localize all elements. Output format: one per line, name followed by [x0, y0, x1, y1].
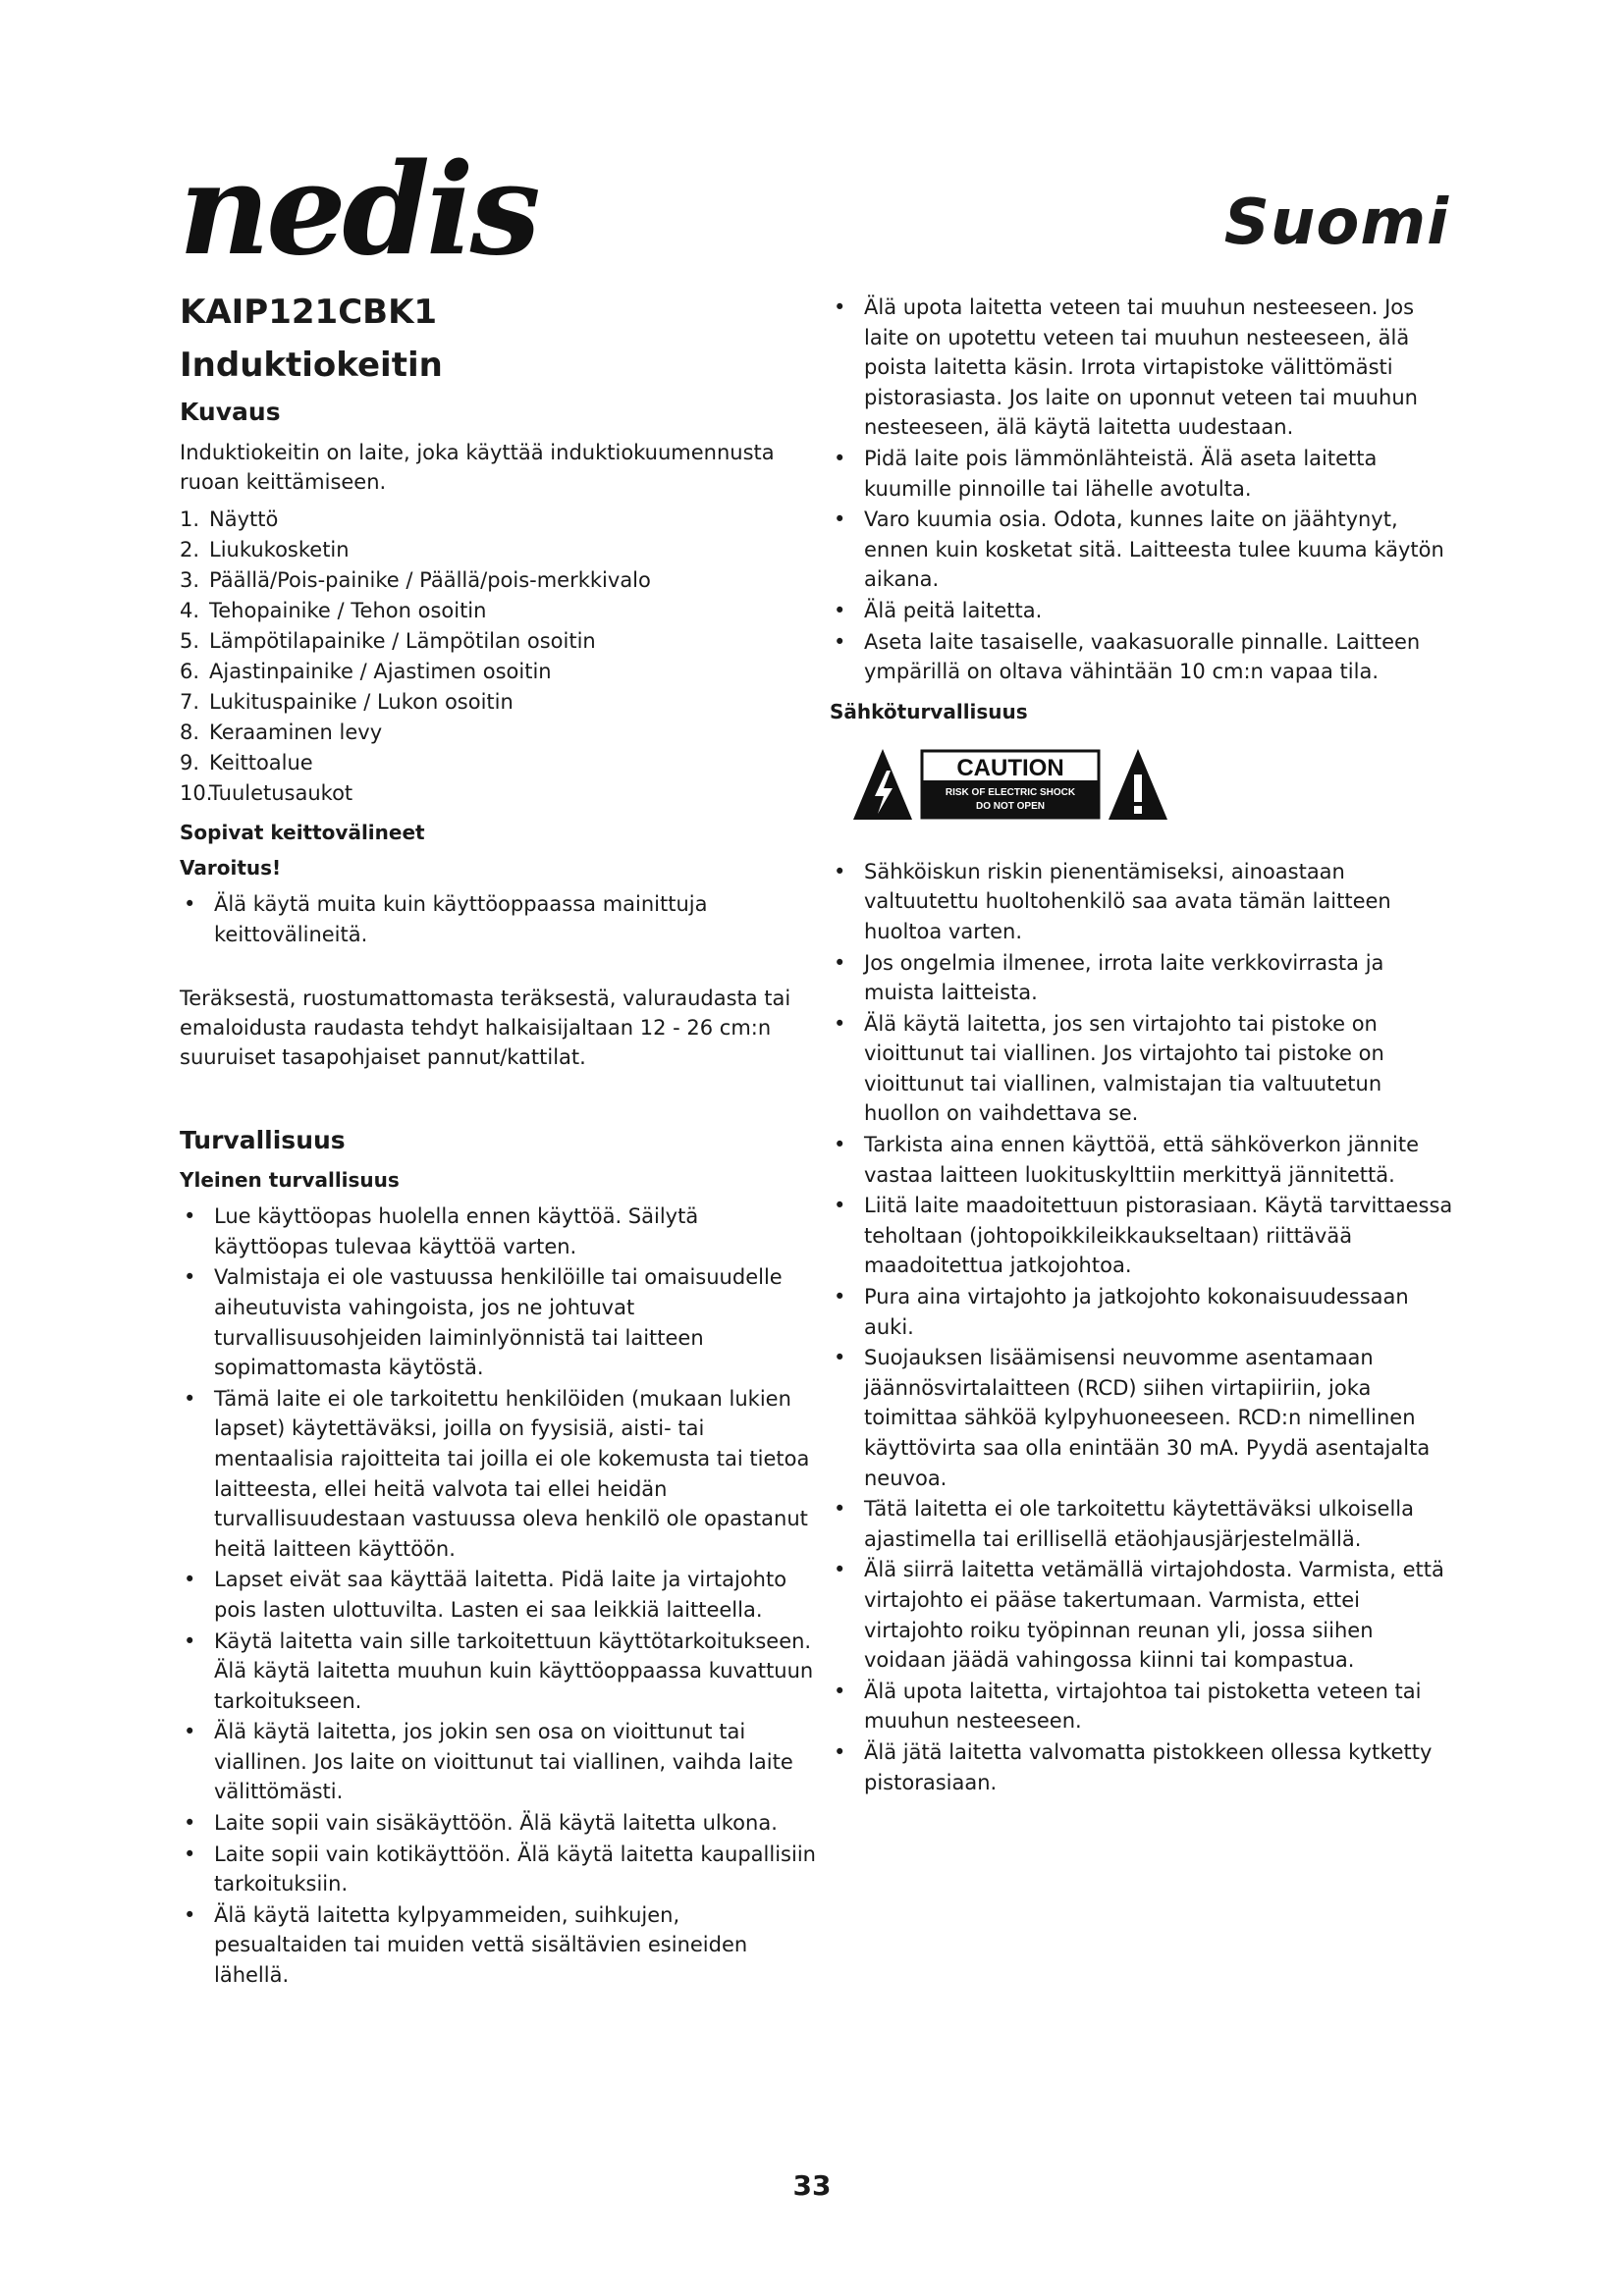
parts-item-number: 9. — [180, 751, 200, 774]
bullet-item: • Sähköiskun riskin pienentämiseksi, ainoastaan valtuutettu huoltohenkilö saa avata tämän laitteen huoltoa varten. — [830, 857, 1458, 947]
parts-item-label: Tehopainike / Tehon osoitin — [209, 599, 487, 622]
bullet-item: • Pura aina virtajohto ja jatkojohto kokonaisuudessaan auki. — [830, 1282, 1458, 1342]
parts-item-number: 3. — [180, 568, 200, 592]
caution-line-2: DO NOT OPEN — [975, 800, 1046, 812]
bullet-item: • Älä käytä laitetta kylpyammeiden, suihkujen, pesualtaiden tai muiden vettä sisältävien esineiden lähellä. — [180, 1900, 818, 1991]
bullet-item: • Älä käytä laitetta, jos sen virtajohto tai pistoke on vioittunut tai viallinen. Jos virtajohto tai pistoke on vioittunut tai viallinen, valmistajan tia valtuutetun huollon on vaihdettava se. — [830, 1009, 1458, 1129]
parts-item-label: Ajastinpainike / Ajastimen osoitin — [209, 660, 552, 683]
bullet-item: • Varo kuumia osia. Odota, kunnes laite on jäähtynyt, ennen kuin kosketat sitä. Laitteesta tulee kuuma käytön aikana. — [830, 505, 1458, 595]
model-number: KAIP121CBK1 — [180, 293, 438, 332]
electrical-safety-heading: Sähköturvallisuus — [830, 699, 1028, 723]
bullet-item: • Käytä laitetta vain sille tarkoitettuun käyttötarkoitukseen. Älä käytä laitetta muuhun kuin käyttöoppaassa kuvattuun tarkoitukseen. — [180, 1627, 818, 1717]
bullet-item: • Älä peitä laitetta. — [830, 596, 1458, 626]
left-column — [180, 293, 818, 1992]
parts-item-number: 7. — [180, 690, 200, 714]
cookware-text: Teräksestä, ruostumattomasta teräksestä, valuraudasta tai emaloidusta raudasta tehdyt halkaisijaltaan 12 - 26 cm:n suuruiset tasapohjaiset pannut/kattilat. — [180, 987, 791, 1070]
parts-item-label: Keittoalue — [209, 751, 313, 774]
bullet-item: • Lue käyttöopas huolella ennen käyttöä. Säilytä käyttöopas tulevaa käyttöä varten. — [180, 1201, 818, 1261]
parts-item-number: 2. — [180, 538, 200, 561]
bullet-item: • Älä upota laitetta veteen tai muuhun nesteeseen. Jos laite on upotettu veteen tai muuhun nesteeseen, älä poista laitetta käsin. Irrota virtapistoke välittömästi pistorasiasta. Jos laite on uponnut veteen tai muuhun nesteeseen, älä käytä laitetta uudestaan. — [830, 293, 1458, 443]
exclamation-warning-icon — [1109, 749, 1167, 820]
parts-list-item — [180, 687, 818, 718]
caution-label — [851, 745, 1175, 824]
bullet-item: • Tämä laite ei ole tarkoitettu henkilöiden (mukaan lukien lapset) käytettäväksi, joilla on fyysisiä, aisti- tai mentaalisia rajoitteita tai joilla ei ole kokemusta tai tietoa laitteesta, ellei heitä valvota tai ellei heidän turvallisuudestaan vastuussa oleva henkilö ole opastanut heitä laitteen käyttöön. — [180, 1384, 818, 1565]
bullet-item: • Jos ongelmia ilmenee, irrota laite verkkovirrasta ja muista laitteista. — [830, 948, 1458, 1008]
bullet-item: • Älä käytä laitetta, jos jokin sen osa on vioittunut tai viallinen. Jos laite on vioittunut tai viallinen, vaihda laite välittömästi. — [180, 1717, 818, 1807]
general-safety-list — [180, 1201, 818, 1990]
bullet-item: • Lapset eivät saa käyttää laitetta. Pidä laite ja virtajohto pois lasten ulottuvilta. Lasten ei saa leikkiä laitteella. — [180, 1565, 818, 1625]
bullet-item: • Tarkista aina ennen käyttöä, että sähköverkon jännite vastaa laitteen luokituskylttiin merkittyä jännitettä. — [830, 1130, 1458, 1190]
bullet-item: • Aseta laite tasaiselle, vaakasuoralle pinnalle. Laitteen ympärillä on oltava vähintään 10 cm:n vapaa tila. — [830, 627, 1458, 687]
kuvaus-heading: Kuvaus — [180, 398, 281, 426]
general-safety-list-continued — [830, 293, 1458, 687]
warning-heading: Varoitus! — [180, 856, 282, 880]
parts-list-item — [180, 718, 818, 748]
cookware-heading: Sopivat keittovälineet — [180, 821, 425, 844]
parts-item-label: Lukituspainike / Lukon osoitin — [209, 690, 514, 714]
electrical-safety-list — [830, 857, 1458, 1797]
parts-item-number: 5. — [180, 629, 200, 653]
caution-line-1: RISK OF ELECTRIC SHOCK — [945, 786, 1076, 798]
parts-item-number: 8. — [180, 721, 200, 744]
bullet-item: • Suojauksen lisäämisensi neuvomme asentamaan jäännösvirtalaitteen (RCD) siihen virtapiiriin, joka toimittaa sähköä kylpyhuoneeseen. RCD:n nimellinen käyttövirta saa olla enintään 30 mA. Pyydä asentajalta neuvoa. — [830, 1343, 1458, 1493]
parts-item-number: 4. — [180, 599, 200, 622]
warning-list — [180, 889, 818, 949]
bullet-item: • Liitä laite maadoitettuun pistorasiaan. Käytä tarvittaessa teholtaan (johtopoikkileikkaukseltaan) riittävää maadoitettua jatkojohtoa. — [830, 1191, 1458, 1281]
parts-item-number: 6. — [180, 660, 200, 683]
caution-title: CAUTION — [956, 754, 1064, 781]
page-number: 33 — [792, 2169, 832, 2202]
nedis-logo — [177, 147, 638, 275]
parts-list — [180, 505, 818, 809]
bullet-item: • Älä jätä laitetta valvomatta pistokkeen ollessa kytketty pistorasiaan. — [830, 1737, 1458, 1797]
brand-wordmark: nedis — [179, 147, 537, 275]
parts-item-label: Liukukosketin — [209, 538, 350, 561]
bullet-item: • Älä siirrä laitetta vetämällä virtajohdosta. Varmista, että virtajohto ei pääse takertumaan. Varmista, ettei virtajohto roiku työpinnan reunan yli, jossa siihen voidaan jäädä vahingossa kiinni tai kompastua. — [830, 1555, 1458, 1675]
kuvaus-text: Induktiokeitin on laite, joka käyttää induktiokuumennusta ruoan keittämiseen. — [180, 441, 775, 494]
bullet-item: • Valmistaja ei ole vastuussa henkilöille tai omaisuudelle aiheutuvista vahingoista, jos ne johtuvat turvallisuusohjeiden laiminlyönnistä tai laitteen sopimattomasta käytöstä. — [180, 1262, 818, 1382]
parts-item-number: 10. — [180, 781, 213, 805]
parts-item-number: 1. — [180, 507, 200, 531]
bullet-item: • Älä upota laitetta, virtajohtoa tai pistoketta veteen tai muuhun nesteeseen. — [830, 1677, 1458, 1736]
parts-list-item — [180, 778, 818, 809]
bullet-item: • Laite sopii vain sisäkäyttöön. Älä käytä laitetta ulkona. — [180, 1808, 818, 1839]
parts-item-label: Tuuletusaukot — [209, 781, 353, 805]
parts-list-item — [180, 748, 818, 778]
product-title: Induktiokeitin — [180, 346, 443, 385]
parts-list-item — [180, 626, 818, 657]
parts-item-label: Näyttö — [209, 507, 279, 531]
parts-list-item — [180, 657, 818, 687]
right-column — [830, 293, 1458, 1798]
bullet-item: • Pidä laite pois lämmönlähteistä. Älä aseta laitetta kuumille pinnoille tai lähelle avotulta. — [830, 444, 1458, 504]
bullet-item: • Älä käytä muita kuin käyttöoppaassa mainittuja keittovälineitä. — [180, 889, 818, 949]
parts-list-item — [180, 535, 818, 565]
safety-heading: Turvallisuus — [180, 1126, 346, 1155]
bullet-item: • Laite sopii vain kotikäyttöön. Älä käytä laitetta kaupallisiin tarkoituksiin. — [180, 1840, 818, 1899]
language-label: Suomi — [1223, 187, 1449, 259]
general-safety-heading: Yleinen turvallisuus — [180, 1168, 400, 1193]
parts-item-label: Lämpötilapainike / Lämpötilan osoitin — [209, 629, 596, 653]
parts-list-item — [180, 565, 818, 596]
parts-list-item — [180, 596, 818, 626]
parts-list-item — [180, 505, 818, 535]
lightning-warning-icon — [853, 749, 912, 820]
parts-item-label: Päällä/Pois-painike / Päällä/pois-merkkivalo — [209, 568, 651, 592]
bullet-item: • Tätä laitetta ei ole tarkoitettu käytettäväksi ulkoisella ajastimella tai erillisellä etäohjausjärjestelmällä. — [830, 1494, 1458, 1554]
parts-item-label: Keraaminen levy — [209, 721, 383, 744]
